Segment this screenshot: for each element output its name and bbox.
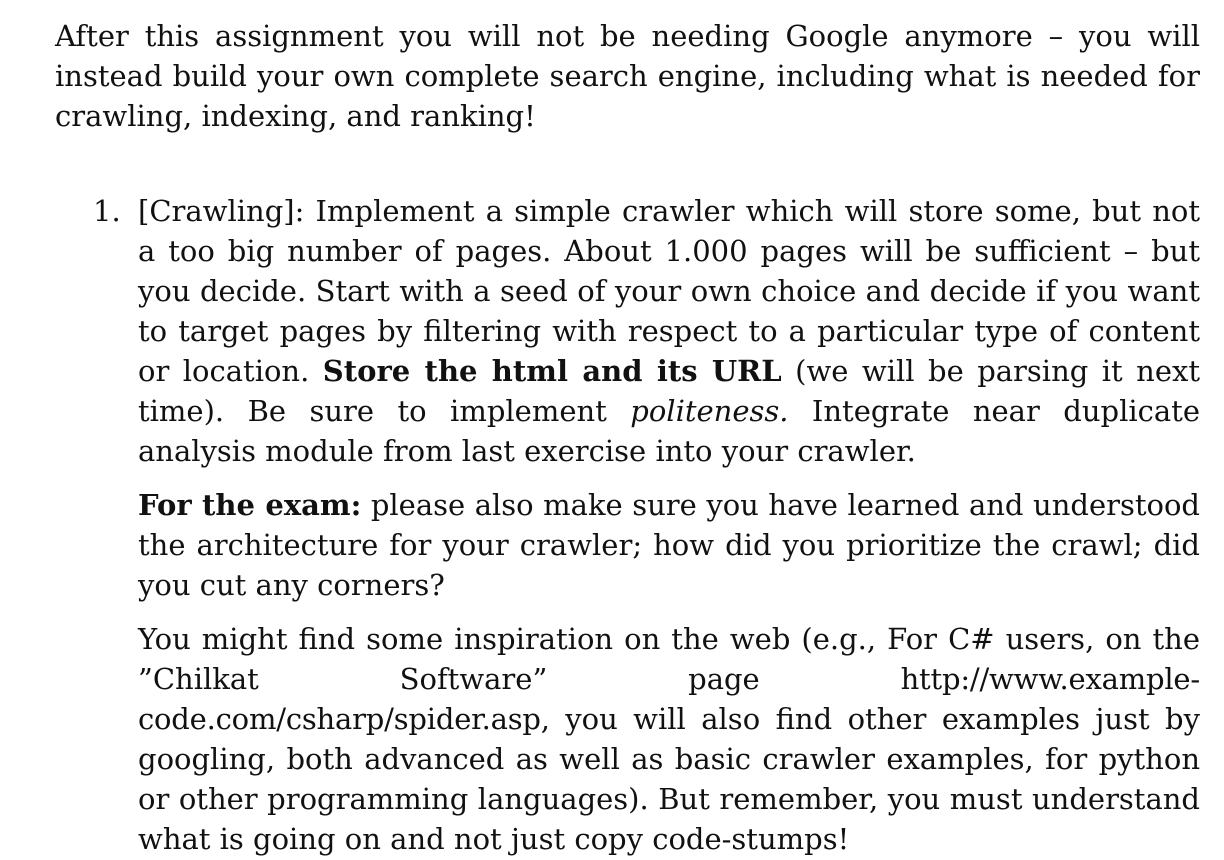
crawling-paragraph [138,191,1200,471]
inspiration-text-end: you will also find other examples just by googling, both advanced as well as basic crawler examples, for python or other programming languages). But remember, you must understand what is going on and not just copy code-stumps! [138,702,1200,856]
crawling-text-middle: (we will be parsing it next time). Be sure to implement [138,354,1201,428]
list-item [93,191,1201,859]
exam-text: please also make sure you have learned and understood the architecture for your crawler; how did you prioritize the crawl; did you cut any corners? [138,488,1200,602]
list-item-number: 1. [93,194,121,228]
inspiration-paragraph [138,619,1200,859]
inspiration-text-start: You might find some inspiration on the web (e.g., For C# users, on the ”Chilkat Software” page [138,622,1200,696]
exam-paragraph [138,485,1200,605]
intro-paragraph: After this assignment you will not be needing Google anymore – you will instead build your own complete search engine, including what is needed for crawling, indexing, and ranking! [55,19,1200,133]
chilkat-url-link[interactable]: http://www.example-code.com/csharp/spider.asp, [138,662,1200,736]
politeness-emphasis: politeness. [630,394,789,428]
crawling-text-end: Integrate near duplicate analysis module from last exercise into your crawler. [138,394,1200,468]
exam-heading: For the exam: [138,488,362,522]
store-html-emphasis: Store the html and its URL [322,354,782,388]
crawling-text-start: [Crawling]: Implement a simple crawler which will store some, but not a too big number of pages. About 1.000 pages will be sufficient – but you decide. Start with a seed of your own choice and decide if you want to target pages by filtering with respect to a particular type of content or location. [138,194,1200,388]
